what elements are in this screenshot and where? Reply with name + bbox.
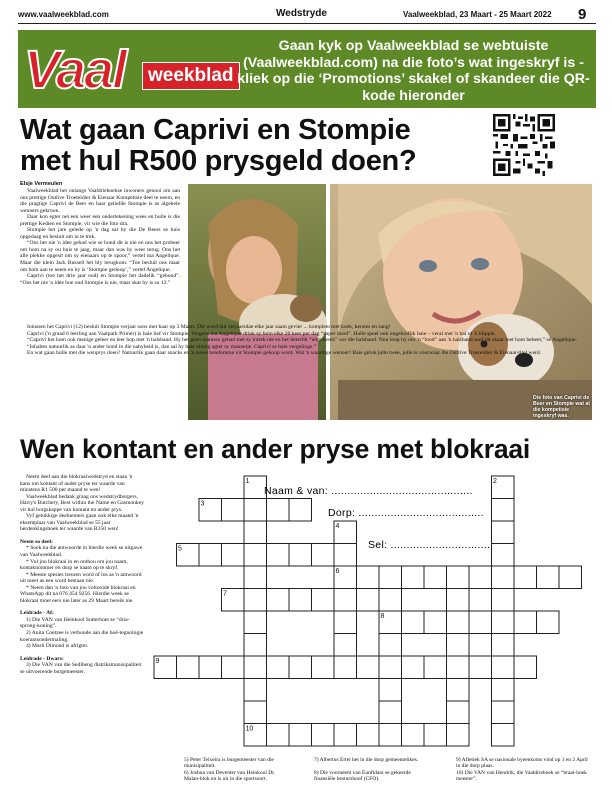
crossword-cell[interactable]: [379, 679, 402, 702]
headline-line-1: Wat gaan Caprivi en Stompie: [20, 114, 411, 146]
article-paragraph: Intussen het Caprivi (12) besluit Stompie verjaar soos met haar op 3 Maart. Die word hul verjaarsdae elke jaar saam gevier ... kompleet met koek, kersies en sang!: [27, 324, 391, 330]
rule-item: * Neem dan 'n foto van jou voltooide blokraai en WhatsApp dit na 076 454 9256. Hierdie week se blokraai moet eers nie later as 29 Maart bereik nie.: [20, 584, 136, 604]
crossword-cell[interactable]: [267, 589, 290, 612]
clue-9: 9) Afletiek SA se nasionale byeenkoms vind op 1 en 2 April in die dorp plaas.: [456, 757, 588, 770]
crossword-cell[interactable]: [312, 724, 335, 747]
crossword-cell[interactable]: [492, 566, 515, 589]
article-paragraph: Daar kon egter net een weer een ondertekening wees en hulle is die prettige Kedien en Stompie, vir wie die foto dra.: [20, 214, 180, 227]
crossword-cell[interactable]: [447, 611, 470, 634]
crossword-cell[interactable]: [334, 611, 357, 634]
rule-item: * Vul jou blokraai in en onthou om jou naam, kontaknommer en dorp se naam op te skryf.: [20, 558, 128, 572]
clue-10: 10) Die VAN van Hendrik, die Vaaldriehoek se “braai-hoek meester”.: [456, 770, 587, 783]
crossword-cell[interactable]: [177, 656, 200, 679]
crossword-grid[interactable]: [152, 475, 592, 753]
crossword-cell[interactable]: [267, 724, 290, 747]
across-heading: Leidrade - Af:: [20, 610, 54, 617]
section-title: Wedstryde: [276, 8, 327, 19]
crossword-cell[interactable]: [357, 589, 380, 612]
crossword-cell[interactable]: [492, 589, 515, 612]
crossword-cell[interactable]: [537, 566, 560, 589]
logo-weekblad: weekblad: [142, 62, 240, 90]
clue-number: 10: [245, 725, 254, 733]
page-number: 9: [578, 6, 587, 23]
form-phone-field[interactable]: Sel: ...............................: [368, 539, 491, 551]
crossword-cell[interactable]: [447, 589, 470, 612]
crossword-cell[interactable]: [357, 724, 380, 747]
crossword-cell[interactable]: [379, 656, 402, 679]
article-paragraph: Vaalweekblad het onlangs Vaaldriehoekse inwoners genooi om aan ons prettige Outlive Troeteldier & Eienaar Kompetisie deel te neem, en die pragtige Caprivi de Beer en haar geliefde Stompie is as algehele wenners gekroon.: [20, 188, 180, 214]
crossword-cell[interactable]: [492, 634, 515, 657]
clue-item: 1) Die VAN van Heinkool Sutterhoet se “dria-sprong-koning”.: [20, 616, 130, 630]
photo-caption: Die foto van Caprivi de Beer en Stompie wat al die kompetisie ingeskryf was.: [533, 395, 590, 419]
crossword-cell[interactable]: [379, 724, 402, 747]
crossword-cell[interactable]: [312, 589, 335, 612]
crossword-cell[interactable]: [447, 656, 470, 679]
crossword-cell[interactable]: [424, 611, 447, 634]
clue-item: 3) Die VAN van die Sedibeng distriksmunisipaliteit se uitvoerende burgemeester.: [20, 662, 142, 675]
crossword-cell[interactable]: [244, 544, 267, 567]
crossword-cell[interactable]: [244, 521, 267, 544]
article-paragraph: “Inhaltes natuurlik as daar 'n ander hond in die nabyheid is, dan sal hy baie vinnig agter sy mannetje. Caprivi se baie vergelings.”: [27, 343, 317, 350]
byline: Elsje Vermeulen: [20, 181, 63, 187]
crossword-cell[interactable]: [357, 656, 380, 679]
crossword-cell[interactable]: [447, 566, 470, 589]
crossword-cell[interactable]: [244, 611, 267, 634]
crossword-cell[interactable]: [402, 724, 425, 747]
crossword-cell[interactable]: [334, 589, 357, 612]
article-paragraph: Caprivi ('n graad 6 leerling aan Vaalpark Primêr) is baie lief vir Stompie. Volgens ma Angelique drink sy hom elke 20 keer per dag “super dood”. Hulle speel ook ongelooflik baie – veral met 'n bal of 'n klippie.: [27, 330, 496, 337]
qr-code-icon[interactable]: [493, 114, 555, 176]
crossword-cell[interactable]: [222, 656, 245, 679]
crossword-cell[interactable]: [222, 544, 245, 567]
crossword-cell[interactable]: [447, 634, 470, 657]
crossword-cell[interactable]: [492, 544, 515, 567]
crossword-cell[interactable]: [514, 566, 537, 589]
article-headline: [20, 115, 490, 177]
crossword-cell[interactable]: [312, 656, 335, 679]
crossword-cell[interactable]: [447, 724, 470, 747]
article-paragraph: En wat gaan hulle met die wenprys doen? Natuurlik gaan daar snacks en 'n nuwe bendomme vir Stompie gekoop word. Wat 'n waardige wenner! Baie geluk julle twee, julle is voorwaar die Outlive Troeteldier & Eienaar-titel werd.: [27, 350, 542, 357]
form-name-field[interactable]: Naam & van: ............................................: [264, 485, 473, 497]
crossword-cell[interactable]: [379, 566, 402, 589]
crossword-cell[interactable]: [492, 499, 515, 522]
crossword-cell[interactable]: [244, 679, 267, 702]
crossword-cell[interactable]: [289, 724, 312, 747]
crossword-cell[interactable]: [244, 656, 267, 679]
crossword-cell[interactable]: [514, 656, 537, 679]
photo-illustration: [188, 184, 592, 420]
crossword-cell[interactable]: [492, 521, 515, 544]
clue-item: 2) Anita Coetzee is verbonde aan die hoë-tegnologie koerantsondermaling.: [20, 630, 144, 643]
crossword-cell[interactable]: [469, 566, 492, 589]
clue-number: 5: [178, 545, 182, 553]
crossword-cell[interactable]: [537, 611, 560, 634]
crossword-cell[interactable]: [402, 611, 425, 634]
crossword-cell[interactable]: [244, 566, 267, 589]
puzzle-instructions: [20, 474, 144, 675]
crossword-cell[interactable]: [199, 544, 222, 567]
crossword-cell[interactable]: [559, 566, 582, 589]
rule-item: * Soek na die antwoorde in hierdie week se uitgawe van Vaalweekblad.: [20, 545, 143, 559]
issue-date: Vaalweekblad, 23 Maart - 25 Maart 2022: [403, 10, 552, 19]
crossword-cell[interactable]: [289, 656, 312, 679]
crossword-cell[interactable]: [244, 701, 267, 724]
crossword-cell[interactable]: [289, 499, 312, 522]
crossword-cell[interactable]: [469, 611, 492, 634]
crossword-cell[interactable]: [222, 499, 245, 522]
crossword-cell[interactable]: [334, 544, 357, 567]
article-paragraph: Caprivi (toe het drie jaar oud) en Stompie het dadelik “gebond”. “Ons het nie 'n idee hoe oud Stompie is nie, maar skat hy is so 12.”: [20, 273, 180, 286]
clue-number: 2: [493, 478, 497, 485]
crossword-cell[interactable]: [334, 634, 357, 657]
article-wide-text: [20, 324, 592, 357]
crossword-cell[interactable]: [289, 589, 312, 612]
crossword-cell[interactable]: [402, 566, 425, 589]
article-paragraph: Stompie het jare gelede op 'n dag sal by die De Beers se huis opgedaag en besluit om in te trek.: [20, 227, 180, 240]
crossword-cell[interactable]: [424, 566, 447, 589]
crossword-cell[interactable]: [334, 656, 357, 679]
clue-number: 1: [245, 478, 250, 485]
clue-number: 8: [380, 613, 385, 620]
article-paragraph: “Caprivi het hom ook menige geleer en leer hop met 'n halsband. Hy het geen maniere gehad met sy intrek nie en het letterlik “uitgebreek” oor die halsband. Nou loop hy oor 'n “lood” aan 'n halsband asof dit skaar met hom beheer,” sê Angelique.: [27, 337, 577, 344]
clue-number: 3: [200, 500, 205, 508]
crossword-cell[interactable]: [244, 499, 267, 522]
clue-7: 7) Albertus Ertel het in die dorp gemeentelikes.: [314, 757, 419, 763]
crossword-cell[interactable]: [289, 544, 312, 567]
logo-vaal: Vaal: [24, 40, 126, 100]
crossword-cell[interactable]: [312, 544, 335, 567]
crossword-cell[interactable]: [402, 656, 425, 679]
clue-number: 9: [155, 658, 160, 665]
crossword-cell[interactable]: [267, 656, 290, 679]
crossword-cell[interactable]: [244, 589, 267, 612]
crossword-cell[interactable]: [267, 499, 290, 522]
crossword-cell[interactable]: [244, 634, 267, 657]
crossword-cell[interactable]: [492, 724, 515, 747]
down-heading: Leidrade - Dwars:: [20, 655, 64, 662]
headline-line-2: met hul R500 prysgeld doen?: [20, 145, 417, 177]
crossword-cell[interactable]: [424, 724, 447, 747]
puzzle-headline: Wen kontant en ander pryse met blokraai: [20, 434, 531, 464]
article-paragraph: “Ons het nie 'n idee gehad wie se hond dit is nie en ons het probeer om hom na sy ou huis te jaag, maar dan was hy weer terug. Ons het alle plekke opgesit om sy eienaars op te spoor,” vertel ma Angelique. Maar die klein Jack Russell het bly terugkom. “Toe besluit ons maar om hom aan te neem en hy is ‘Stompie gedoop’,” vertel Angelique.: [20, 240, 180, 273]
puzzle-intro: Vaalweekblad bedank graag ons wedstrydborgers, Harry's Butchery, Best within the Name en Gasmonkey vir hul borgskappe van kontant en ander prys.: [20, 493, 144, 513]
rules-heading: Neem so deel:: [20, 538, 53, 545]
form-town-field[interactable]: Dorp: .......................................: [328, 507, 484, 519]
clue-number: 4: [335, 523, 340, 530]
crossword-cell[interactable]: [492, 701, 515, 724]
crossword-cell[interactable]: [447, 679, 470, 702]
clue-number: 7: [223, 590, 227, 598]
crossword-cell[interactable]: [379, 589, 402, 612]
banner-text: Gaan kyk op Vaalweekblad se webtuiste (Vaalweekblad.com) na die foto’s wat ingeskryf is - kliek op die ‘Promotions’ skakel of skandeer die QR-kode hieronder: [237, 38, 590, 104]
crossword-cell[interactable]: [267, 544, 290, 567]
article-photo: [188, 184, 592, 420]
clue-5: 5) Peter Teixeira is burgemeester van die munisipaliteit.: [184, 757, 274, 770]
crossword-cell[interactable]: [447, 701, 470, 724]
clue-item: 4) Marli Dimond is afrigter.: [26, 643, 89, 650]
puzzle-intro: Neem deel aan die blokraaiwedstryd en staan 'n kans om kontant of ander pryse ter waarde van minstens R1 500 per maand te wen!: [20, 474, 133, 494]
bottom-clues: [152, 757, 592, 789]
clue-number: 6: [335, 568, 340, 575]
crossword-cell[interactable]: [514, 611, 537, 634]
crossword-cell[interactable]: [469, 656, 492, 679]
crossword-cell[interactable]: [424, 656, 447, 679]
crossword-cell[interactable]: [492, 656, 515, 679]
article-column: [20, 188, 180, 286]
site-url[interactable]: www.vaalweekblad.com: [18, 10, 109, 19]
vaalweekblad-logo: [24, 38, 234, 102]
crossword-cell[interactable]: [357, 566, 380, 589]
rule-item: * Meeste spesies treuren word of los as 'n antwoord uit meet as een word bestaan nie.: [20, 571, 142, 585]
crossword-cell[interactable]: [334, 724, 357, 747]
page-header: [18, 8, 596, 24]
crossword-cell[interactable]: [379, 701, 402, 724]
crossword-cell[interactable]: [379, 634, 402, 657]
crossword-cell[interactable]: [199, 656, 222, 679]
clue-8: 8) Die voorneem van Eunfidani se gekeerde finansiële besturshoof (CFO).: [314, 770, 411, 783]
clue-6: 6) Joshua van Deventer van Heinkool Dr. Malan-blok en is uit in die sportsoort.: [184, 770, 276, 783]
crossword-cell[interactable]: [492, 679, 515, 702]
puzzle-intro: Vyf gelukkige deelnemers gaan ook elke maand 'n eksemplaar van Vaalweekblad se 55 jaar herdenkingsboek ter waarde van R350 wen!: [20, 513, 139, 533]
crossword-cell[interactable]: [492, 611, 515, 634]
